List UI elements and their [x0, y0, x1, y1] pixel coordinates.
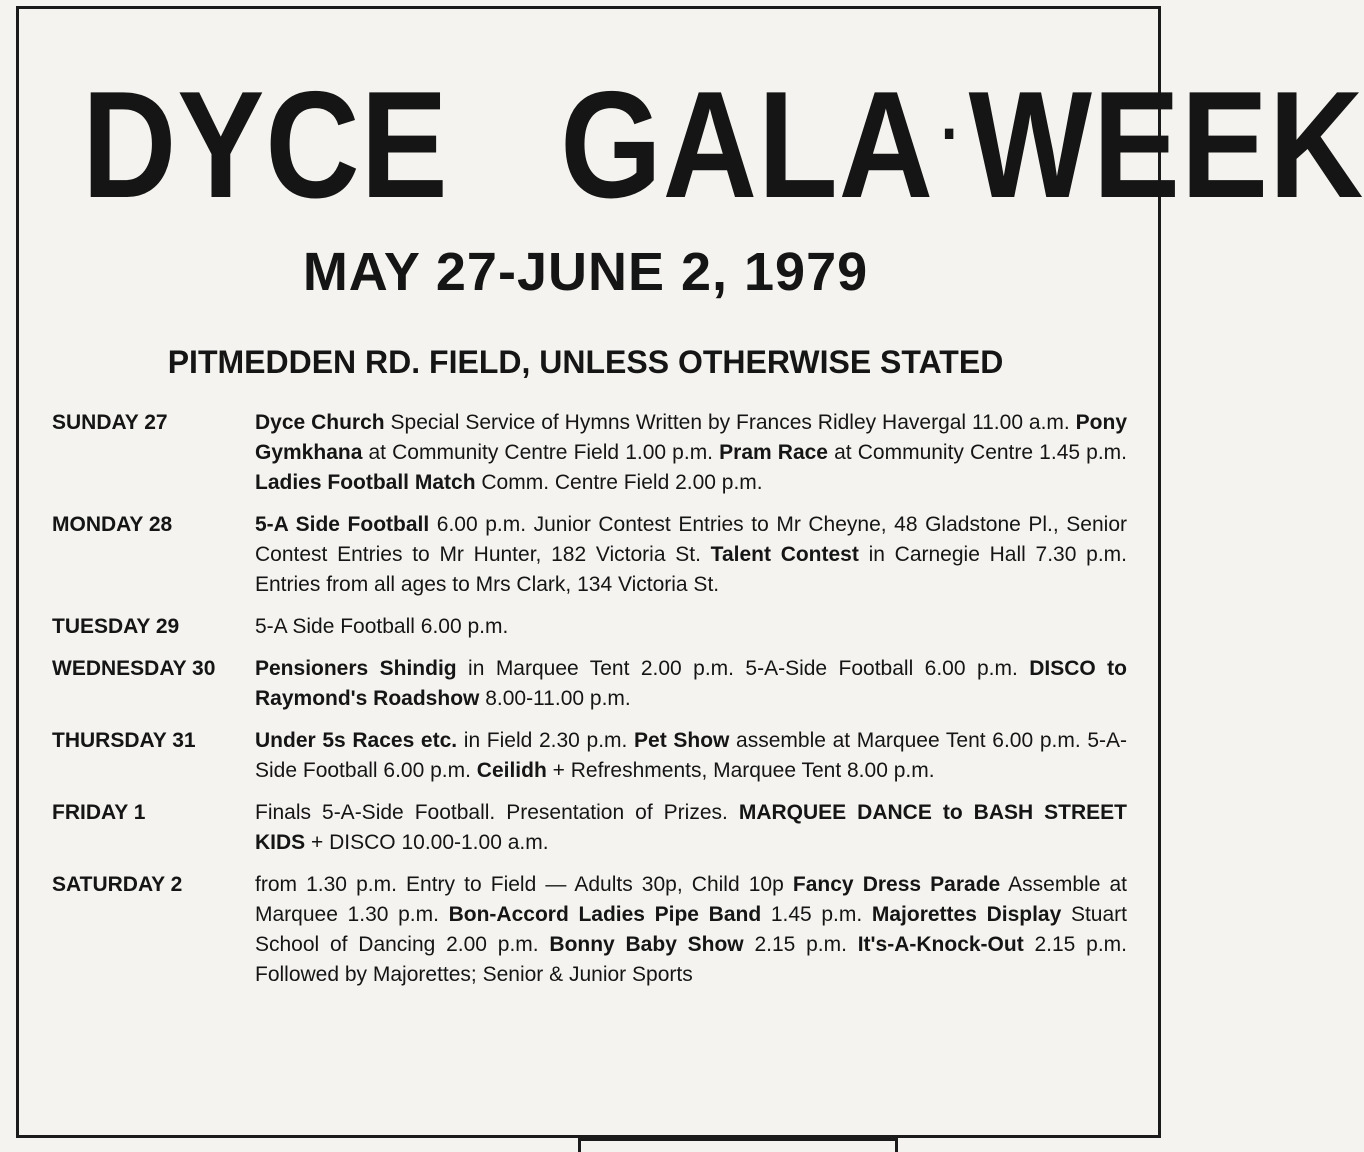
schedule-day: THURSDAY 31	[52, 729, 196, 752]
event-name: MARQUEE DANCE to BASH STREET KIDS	[255, 801, 1127, 854]
headline	[81, 58, 1364, 230]
event-name: Fancy Dress Parade	[792, 873, 1001, 896]
schedule-day: WEDNESDAY 30	[52, 657, 216, 680]
schedule-description	[255, 726, 1127, 786]
event-name: Majorettes Display	[871, 903, 1062, 926]
schedule-row	[52, 870, 1127, 990]
headline-word-2: GALA	[560, 60, 934, 230]
event-name: Dyce Church	[255, 411, 385, 434]
schedule-description	[255, 408, 1127, 498]
headline-word-3: WEEK	[968, 60, 1364, 230]
schedule-day: FRIDAY 1	[52, 801, 146, 824]
event-details: + Refreshments, Marquee Tent 8.00 p.m.	[546, 759, 935, 782]
schedule-description	[255, 510, 1127, 600]
event-details: in Field 2.30 p.m.	[457, 729, 635, 752]
event-details: Finals 5-A-Side Football. Presentation of Prizes.	[255, 801, 739, 824]
schedule-row	[52, 654, 1127, 714]
schedule-day: MONDAY 28	[52, 513, 173, 536]
event-name: Bon-Accord Ladies Pipe Band	[448, 903, 762, 926]
event-details: Assemble at Marquee 1.30 p.m.	[255, 873, 1127, 926]
event-details: assemble at Marquee Tent 6.00 p.m. 5-A-Side Football 6.00 p.m.	[255, 729, 1128, 782]
adjacent-advert-border	[578, 1138, 898, 1152]
schedule-row	[52, 612, 1127, 642]
event-details: 1.45 p.m.	[761, 903, 872, 926]
schedule-row	[52, 510, 1127, 600]
headline-word-1: DYCE	[81, 60, 449, 230]
event-details: Comm. Centre Field 2.00 p.m.	[475, 471, 763, 494]
event-details: in Carnegie Hall 7.30 p.m. Entries from all ages to Mrs Clark, 134 Victoria St.	[255, 543, 1127, 596]
event-details: Special Service of Hymns Written by Frances Ridley Havergal 11.00 a.m.	[384, 411, 1076, 434]
event-details: + DISCO 10.00-1.00 a.m.	[305, 831, 549, 854]
event-name: Pony Gymkhana	[255, 411, 1127, 464]
event-details: 2.15 p.m.	[743, 933, 858, 956]
event-name: 5-A Side Football	[255, 513, 430, 536]
event-name: Talent Contest	[710, 543, 859, 566]
event-location: PITMEDDEN RD. FIELD, UNLESS OTHERWISE STATED	[167, 344, 1004, 380]
event-details: from 1.30 p.m. Entry to Field — Adults 30p, Child 10p	[255, 873, 793, 896]
event-name: Ladies Football Match	[255, 471, 476, 494]
schedule-description	[255, 612, 1127, 642]
event-name: Under 5s Races etc.	[255, 729, 458, 752]
event-name: Ceilidh	[476, 759, 547, 782]
event-name: Pet Show	[634, 729, 730, 752]
event-dates: MAY 27-JUNE 2, 1979	[302, 242, 869, 302]
event-name: Bonny Baby Show	[549, 933, 744, 956]
schedule-description	[255, 798, 1127, 858]
event-details: 8.00-11.00 p.m.	[479, 687, 631, 710]
event-details: 6.00 p.m. Junior Contest Entries to Mr Cheyne, 48 Gladstone Pl., Senior Contest Entries to Mr Hunter, 182 Victoria St.	[255, 513, 1127, 566]
event-details: at Community Centre Field 1.00 p.m.	[362, 441, 720, 464]
headline-separator: ·	[940, 94, 962, 172]
schedule-day: TUESDAY 29	[52, 615, 180, 638]
schedule-day: SUNDAY 27	[52, 411, 168, 434]
schedule-row	[52, 798, 1127, 858]
event-name: DISCO to Raymond's Roadshow	[255, 657, 1127, 710]
schedule-day: SATURDAY 2	[52, 873, 183, 896]
schedule-description	[255, 870, 1127, 990]
event-name: It's-A-Knock-Out	[857, 933, 1024, 956]
schedule-row	[52, 408, 1127, 498]
event-name: Pram Race	[719, 441, 828, 464]
schedule-description	[255, 654, 1127, 714]
schedule	[52, 408, 1127, 1002]
event-details: 2.15 p.m. Followed by Majorettes; Senior & Junior Sports	[255, 933, 1127, 986]
event-details: at Community Centre 1.45 p.m.	[828, 441, 1128, 464]
event-details: 5-A Side Football 6.00 p.m.	[255, 615, 509, 638]
event-name: Pensioners Shindig	[255, 657, 457, 680]
schedule-row	[52, 726, 1127, 786]
event-details: in Marquee Tent 2.00 p.m. 5-A-Side Football 6.00 p.m.	[456, 657, 1030, 680]
event-details: Stuart School of Dancing 2.00 p.m.	[255, 903, 1127, 956]
